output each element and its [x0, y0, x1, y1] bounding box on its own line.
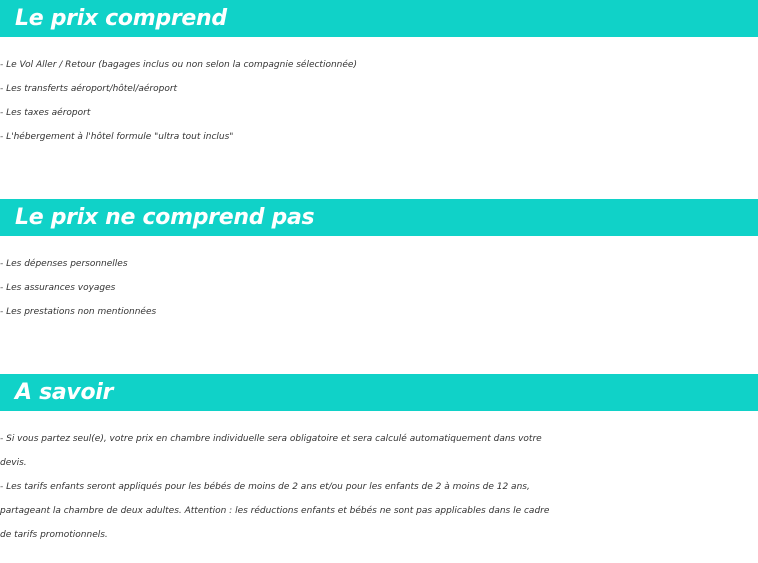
- list-item: - L'hébergement à l'hôtel formule "ultra tout inclus": [0, 132, 234, 142]
- excluded-list: [0, 252, 758, 324]
- text-line: partageant la chambre de deux adultes. Attention : les réductions enfants et bébés ne sont pas applicables dans le cadre: [0, 506, 550, 516]
- info-paragraph-single-room: [0, 427, 758, 475]
- list-item: - Le Vol Aller / Retour (bagages inclus ou non selon la compagnie sélectionnée): [0, 60, 357, 70]
- included-list: [0, 53, 758, 149]
- info-notes: [0, 427, 758, 547]
- section-title-included: Le prix comprend: [0, 0, 758, 37]
- list-item: - Les transferts aéroport/hôtel/aéroport: [0, 84, 178, 94]
- list-item: - Les assurances voyages: [0, 283, 116, 293]
- text-line: devis.: [0, 458, 27, 468]
- text-line: de tarifs promotionnels.: [0, 530, 108, 540]
- text-line: - Les tarifs enfants seront appliqués pour les bébés de moins de 2 ans et/ou pour les enfants de 2 à moins de 12 ans,: [0, 482, 530, 492]
- text-line: - Si vous partez seul(e), votre prix en chambre individuelle sera obligatoire et sera calculé automatiquement dans votre: [0, 434, 542, 444]
- section-title-info: A savoir: [0, 374, 758, 411]
- section-title-excluded: Le prix ne comprend pas: [0, 199, 758, 236]
- list-item: - Les taxes aéroport: [0, 108, 91, 118]
- info-paragraph-child-rates: [0, 475, 758, 547]
- list-item: - Les prestations non mentionnées: [0, 307, 157, 317]
- list-item: - Les dépenses personnelles: [0, 259, 128, 269]
